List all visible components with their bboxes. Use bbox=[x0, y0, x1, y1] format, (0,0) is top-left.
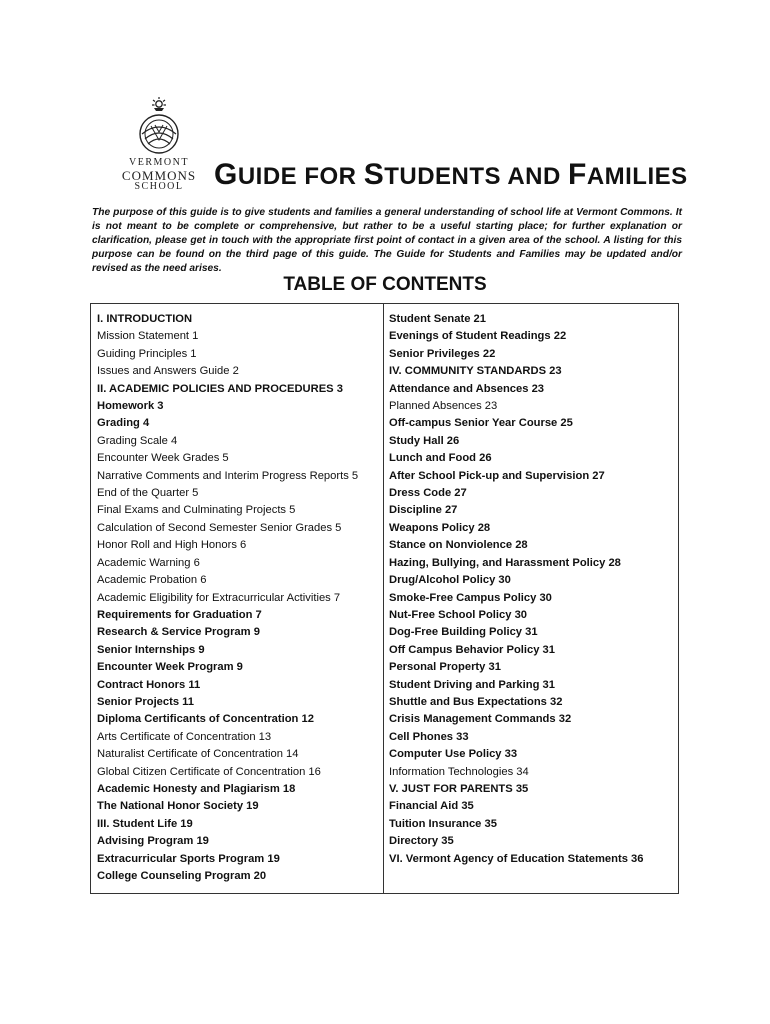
toc-entry: Academic Warning 6 bbox=[97, 556, 200, 569]
toc-entry: College Counseling Program 20 bbox=[97, 870, 267, 882]
toc-entry: I. INTRODUCTION bbox=[97, 313, 193, 325]
school-logo bbox=[104, 96, 214, 193]
toc-entry: Off-campus Senior Year Course 25 bbox=[389, 417, 573, 430]
toc-entry: Calculation of Second Semester Senior Grades 5 bbox=[97, 521, 342, 534]
toc-entry: Global Citizen Certificate of Concentration 16 bbox=[97, 765, 321, 778]
title-cap-1: G bbox=[214, 158, 238, 191]
toc-entry: Evenings of Student Readings 22 bbox=[389, 330, 567, 343]
toc-entry: Senior Projects 11 bbox=[97, 695, 195, 708]
toc-entry: IV. COMMUNITY STANDARDS 23 bbox=[389, 365, 562, 378]
toc-entry: Academic Honesty and Plagiarism 18 bbox=[97, 782, 296, 795]
title-rest-1: UIDE FOR bbox=[237, 163, 364, 190]
toc-entry: Financial Aid 35 bbox=[389, 800, 474, 813]
toc-right-column bbox=[389, 311, 675, 868]
toc-entry: Personal Property 31 bbox=[389, 661, 501, 674]
toc-entry: Stance on Nonviolence 28 bbox=[389, 539, 528, 552]
toc-entry: After School Pick-up and Supervision 27 bbox=[389, 469, 605, 482]
toc-heading: TABLE OF CONTENTS bbox=[283, 274, 487, 295]
toc-entry: Information Technologies 34 bbox=[389, 765, 529, 778]
toc-left-column bbox=[97, 311, 379, 885]
logo-line-commons: COMMONS bbox=[121, 167, 197, 183]
toc-entry: Tuition Insurance 35 bbox=[389, 817, 497, 830]
toc-entry: Contract Honors 11 bbox=[97, 678, 201, 691]
title-rest-2: TUDENTS AND bbox=[384, 163, 568, 190]
toc-entry: Smoke-Free Campus Policy 30 bbox=[389, 591, 552, 604]
toc-entry: Encounter Week Grades 5 bbox=[97, 452, 229, 465]
toc-entry: Dress Code 27 bbox=[389, 487, 467, 500]
toc-entry: Directory 35 bbox=[389, 835, 454, 848]
toc-entry: Issues and Answers Guide 2 bbox=[97, 365, 239, 378]
toc-entry: Academic Probation 6 bbox=[97, 574, 207, 587]
toc-entry: Discipline 27 bbox=[389, 504, 458, 517]
toc-entry: Guiding Principles 1 bbox=[97, 347, 197, 360]
toc-entry: Crisis Management Commands 32 bbox=[389, 713, 572, 726]
toc-entry: End of the Quarter 5 bbox=[97, 487, 199, 500]
toc-entry: Advising Program 19 bbox=[97, 835, 209, 848]
toc-entry: Arts Certificate of Concentration 13 bbox=[97, 730, 272, 743]
toc-entry: Study Hall 26 bbox=[389, 434, 460, 447]
toc-entry: Grading Scale 4 bbox=[97, 434, 178, 447]
toc-entry: III. Student Life 19 bbox=[97, 817, 193, 830]
toc-entry: Planned Absences 23 bbox=[389, 400, 498, 413]
toc-entry: Diploma Certificants of Concentration 12 bbox=[97, 713, 314, 726]
toc-entry: Senior Internships 9 bbox=[97, 643, 205, 656]
toc-entry: Weapons Policy 28 bbox=[389, 521, 491, 534]
toc-entry: Attendance and Absences 23 bbox=[389, 382, 545, 395]
toc-entry: II. ACADEMIC POLICIES AND PROCEDURES 3 bbox=[97, 382, 343, 395]
logo-line-vermont: VERMONT bbox=[129, 157, 189, 168]
toc-entry: Shuttle and Bus Expectations 32 bbox=[389, 695, 563, 708]
logo-emblem-icon bbox=[132, 96, 186, 156]
logo-line-school: SCHOOL bbox=[134, 181, 184, 193]
toc-entry: Final Exams and Culminating Projects 5 bbox=[97, 504, 296, 517]
toc-entry: Honor Roll and High Honors 6 bbox=[97, 539, 247, 552]
toc-entry: Narrative Comments and Interim Progress Reports 5 bbox=[97, 469, 359, 482]
toc-entry: Drug/Alcohol Policy 30 bbox=[389, 574, 511, 587]
toc-entry: Grading 4 bbox=[97, 417, 150, 430]
toc-column-divider bbox=[383, 303, 384, 894]
toc-entry: Senior Privileges 22 bbox=[389, 347, 496, 360]
title-rest-3: AMILIES bbox=[586, 163, 688, 190]
toc-entry: Dog-Free Building Policy 31 bbox=[389, 626, 538, 639]
page-title bbox=[214, 158, 688, 192]
toc-entry: Homework 3 bbox=[97, 400, 164, 413]
toc-entry: V. JUST FOR PARENTS 35 bbox=[389, 782, 529, 795]
toc-entry: Nut-Free School Policy 30 bbox=[389, 608, 528, 621]
toc-entry: Student Senate 21 bbox=[389, 313, 486, 325]
toc-entry: Cell Phones 33 bbox=[389, 730, 469, 743]
toc-entry: Naturalist Certificate of Concentration 14 bbox=[97, 748, 299, 761]
purpose-statement: The purpose of this guide is to give students and families a general understanding of school life at Vermont Commons. It is not meant to be complete or comprehensive, but rather to be a useful starting place; for further explanation or clarification, please get in touch with the appropriate first point of contact in a given area of the school. A listing for this purpose can be found on the third page of this guide. The Guide for Students and Families may be updated and/or revised as the need arises. bbox=[92, 207, 682, 274]
toc-entry: Student Driving and Parking 31 bbox=[389, 678, 555, 691]
logo-wordmark bbox=[104, 158, 214, 193]
toc-entry: Lunch and Food 26 bbox=[389, 452, 492, 465]
toc-entry: The National Honor Society 19 bbox=[97, 800, 259, 813]
toc-entry: Requirements for Graduation 7 bbox=[97, 608, 262, 621]
toc-entry: VI. Vermont Agency of Education Statements 36 bbox=[389, 852, 644, 865]
toc-entry: Off Campus Behavior Policy 31 bbox=[389, 643, 555, 656]
toc-entry: Computer Use Policy 33 bbox=[389, 748, 518, 761]
title-cap-2: S bbox=[363, 158, 385, 191]
toc-entry: Research & Service Program 9 bbox=[97, 626, 260, 639]
toc-entry: Extracurricular Sports Program 19 bbox=[97, 852, 280, 865]
toc-entry: Encounter Week Program 9 bbox=[97, 661, 243, 674]
toc-entry: Academic Eligibility for Extracurricular Activities 7 bbox=[97, 591, 341, 604]
title-cap-3: F bbox=[567, 158, 587, 191]
toc-entry: Hazing, Bullying, and Harassment Policy 28 bbox=[389, 556, 621, 569]
toc-entry: Mission Statement 1 bbox=[97, 330, 199, 343]
